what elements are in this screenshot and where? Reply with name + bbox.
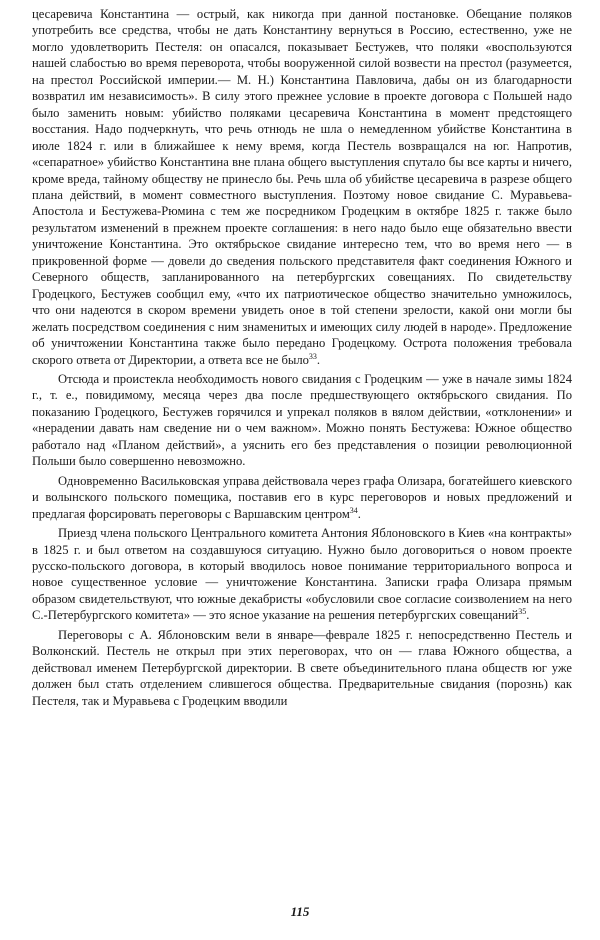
- paragraph-1-text: цесаревича Константина — острый, как никогда при данной постановке. Обещание поляков употребить все средства, чтобы не дать Константину вернуться в Россию, естественно, уже не могло удовлетворить Пестеля: он опасался, показывает Бестужев, что поляки «воспользуются нашей слабостью во время переворота, чтобы вооруженной силой возвести на престол (разумеется, на престол Российской империи.— М. Н.) Константина Павловича, дабы он из благодарности возвратил им независимость». В силу этого прежнее условие в проекте договора с Польшей надо было заменить новым: убийство поляками цесаревича Константина в момент предстоящего восстания. Надо подчеркнуть, что речь отнюдь не шла о немедленном убийстве Константина в июле 1824 г. или в ближайшее к нему время, когда Пестель возвращался на юг. Напротив, «сепаратное» убийство Константина вне плана общего выступления спутало бы все карты и ничего, кроме вреда, тайному обществу не принесло бы. Речь шла об убийстве цесаревича в разрезе общего плана действий, в момент совместного выступления. Поэтому новое свидание С. Муравьева-Апостола и Бестужева-Рюмина с тем же посредником Гродецким в октябре 1825 г. также было результатом изменений в прежнем проекте соглашения: в него надо было еще обязательно ввести уничтожение Константина. Это октябрьское свидание интересно тем, что во время него — в прикровенной форме — довели до сведения польского представителя факт соединения Южного и Северного обществ, запланированного на петербургских совещаниях. По свидетельству Гродецкого, Бестужев сообщил ему, «что их патриотическое общество значительно умножилось, что они надеются в скором времени увидеть оное в той степени зрелости, какой они могли бы желать посредством соединения с ним знаменитых и имеющих силу людей в народе». Предложение об уничтожении Константина также было передано Гродецкому. Острота положения требовала скорого ответа от Директории, а ответа все не было: [32, 7, 572, 367]
- paragraph-5: [32, 627, 572, 709]
- page-body: [32, 6, 572, 709]
- footnote-ref-34[interactable]: 34: [349, 505, 358, 515]
- footnote-ref-35[interactable]: 35: [518, 607, 527, 617]
- paragraph-2: [32, 371, 572, 470]
- paragraph-2-text: Отсюда и проистекла необходимость нового свидания с Гродецким — уже в начале зимы 1824 г., т. е., повидимому, месяца через два после предшествующего октябрьского свидания. По показанию Гродецкого, Бестужев горячился и упрекал поляков в вялом действии, «отклонении» и «нерадении давать нам сведение ни о чем важном». Можно понять Бестужева: Южное общество работало над «Планом действий», а уяснить его без представления о позиции революционной Польши было совершенно невозможно.: [32, 371, 572, 469]
- paragraph-3-text: Одновременно Васильковская управа действовала через графа Олизара, богатейшего киевского и волынского польского помещика, поставив его в курс переговоров и новых предложений и предлагая форсировать переговоры с Варшавским центром: [32, 473, 572, 521]
- footnote-ref-33[interactable]: 33: [308, 351, 317, 361]
- page-number: 115: [290, 904, 310, 919]
- paragraph-4-text: Приезд члена польского Центрального комитета Антония Яблоновского в Киев «на контракты» в 1825 г. и был ответом на создавшуюся ситуацию. Нужно было договориться о новом проекте русско-польского договора, в который вводилось новое понимание территориального вопроса и новое существенное условие — уничтожение Константина. Записки графа Олизара прямым образом свидетельствуют, что южные декабристы «обусловили свое согласие соизволением на него С.-Петербургского комитета» — это ясное указание на решения петербургских совещаний: [32, 526, 572, 623]
- paragraph-5-text: Переговоры с А. Яблоновским вели в январе—феврале 1825 г. непосредственно Пестель и Волконский. Пестель не открыл при этих переговорах, что он — глава Южного общества, а действовал именем Петербургской директории. В свете объединительного плана обществ юг уже должен был стать отделением слившегося общества. Предварительные свидания (порознь) как Пестеля, так и Муравьева с Гродецким вводили: [32, 627, 572, 708]
- paragraph-3: Одновременно Васильковская управа действовала через графа Олизара, богатейшего киевского и волынского польского помещика, поставив его в курс переговоров и новых предложений и предлагая форсировать переговоры с Варшавским центром$^{34}$.: [32, 473, 572, 521]
- paragraph-1: цесаревича Константина — острый, как никогда при данной постановке. Обещание поляков употребить все средства, чтобы не дать Константину вернуться в Россию, естественно, уже не могло удовлетворить Пестеля: он опасался, показывает Бестужев, что поляки «воспользуются нашей слабостью во время переворота, чтобы вооруженной силой возвести на престол (разумеется, на престол Российской империи.— М. Н.) Константина Павловича, дабы он из благодарности возвратил им независимость». В силу этого прежнее условие в проекте договора с Польшей надо было заменить новым: убийство поляками цесаревича Константина в момент предстоящего восстания. Надо подчеркнуть, что речь отнюдь не шла о немедленном убийстве Константина в июле 1824 г. или в ближайшее к нему время, когда Пестель возвращался на юг. Напротив, «сепаратное» убийство Константина вне плана общего выступления спутало бы все карты и ничего, кроме вреда, тайному обществу не принесло бы. Речь шла об убийстве цесаревича в разрезе общего плана действий, в момент совместного выступления. Поэтому новое свидание С. Муравьева-Апостола и Бестужева-Рюмина с тем же посредником Гродецким в октябре 1825 г. также было результатом изменений в прежнем проекте соглашения: в него надо было еще обязательно ввести уничтожение Константина. Это октябрьское свидание интересно тем, что во время него — в прикровенной форме — довели до сведения польского представителя факт соединения Южного и Северного обществ, запланированного на петербургских совещаниях. По свидетельству Гродецкого, Бестужев сообщил ему, «что их патриотическое общество значительно умножилось, что они надеются в скором времени увидеть оное в той степени зрелости, какой они могли бы желать посредством соединения с ним знаменитых и имеющих силу людей в народе». Предложение об уничтожении Константина также было передано Гродецкому. Острота положения требовала скорого ответа от Директории, а ответа все не было$^{33}$.: [32, 7, 572, 367]
- paragraph-4: Приезд члена польского Центрального комитета Антония Яблоновского в Киев «на контракты» в 1825 г. и был ответом на создавшуюся ситуацию. Нужно было договориться о новом проекте русско-польского договора, в который вводилось новое понимание территориального вопроса и новое существенное условие — уничтожение Константина. Записки графа Олизара прямым образом свидетельствуют, что южные декабристы «обусловили свое согласие соизволением на него С.-Петербургского комитета» — это ясное указание на решения петербургских совещаний$^{35}$.: [32, 526, 572, 623]
